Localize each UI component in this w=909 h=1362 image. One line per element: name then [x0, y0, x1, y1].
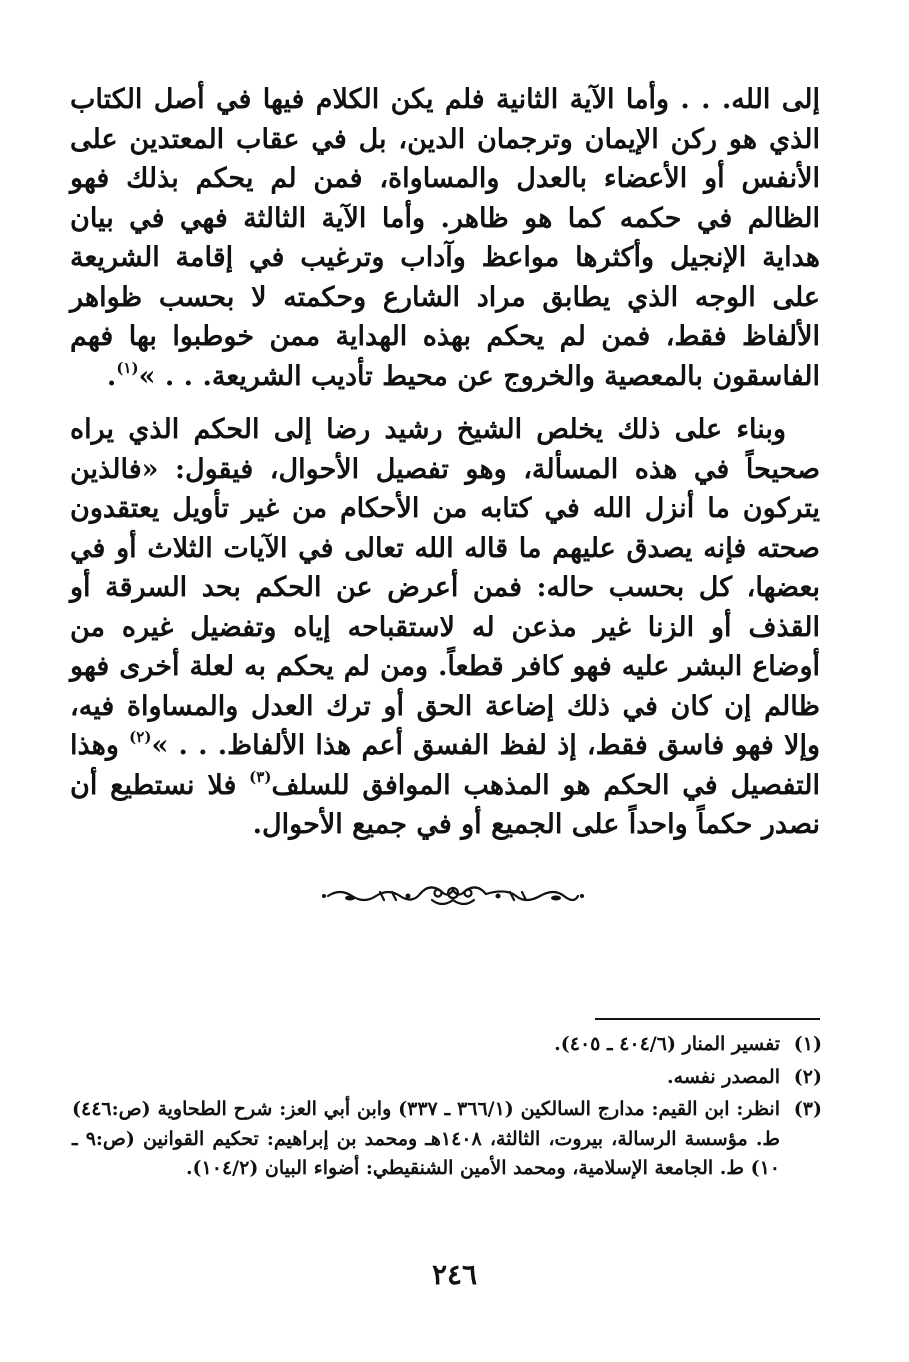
footnotes [72, 1030, 822, 1187]
footnote-text: تفسير المنار (٤٠٤/٦ ـ ٤٠٥). [554, 1033, 780, 1055]
footnote-separator [595, 1018, 820, 1020]
footnote-1 [72, 1030, 822, 1060]
main-text [70, 80, 820, 845]
page-number: ٢٤٦ [431, 1258, 478, 1291]
section-divider-ornament [320, 878, 586, 910]
paragraph-1 [70, 80, 820, 396]
paragraph-2 [70, 410, 820, 845]
paragraph-2-part-2: وهذا التفصيل في الحكم هو المذهب الموافق للسلف [70, 730, 820, 801]
footnote-number: (٣) [793, 1098, 822, 1120]
footnote-2 [72, 1063, 822, 1093]
footnote-text: انظر: ابن القيم: مدارج السالكين (٣٦٦/١ ـ ٣٣٧) وابن أبي العز: شرح الطحاوية (ص:٤٤٦) ط. مؤسسة الرسالة، بيروت، الثالثة، ١٤٠٨هـ ومحمد بن إبراهيم: تحكيم القوانين (ص:٩ ـ ١٠) ط. الجامعة الإسلامية، ومحمد الأمين الشنقيطي: أضواء البيان (١٠٤/٢). [72, 1098, 781, 1179]
paragraph-2-part-3: فلا نستطيع أن نصدر حكماً واحداً على الجميع أو في جميع الأحوال. [70, 769, 820, 840]
footnote-text: المصدر نفسه. [667, 1065, 780, 1088]
footnote-number: (١) [793, 1033, 822, 1055]
footnote-ref-2: (٢) [129, 728, 152, 746]
paragraph-1-end: . [106, 360, 117, 392]
footnote-ref-1: (١) [116, 358, 139, 377]
footnote-number: (٢) [793, 1065, 822, 1088]
footnote-3 [72, 1095, 822, 1184]
paragraph-2-part-1: وبناء على ذلك يخلص الشيخ رشيد رضا إلى الحكم الذي يراه صحيحاً في هذه المسألة، وهو تفصيل الأحوال، فيقول: «فالذين يتركون ما أنزل الله في كتابه من الأحكام من غير تأويل يعتقدون صحته فإنه يصدق عليهم ما قاله الله تعالى في الآيات الثلاث أو في بعضها، كل بحسب حاله: فمن أعرض عن الحكم بحد السرقة أو القذف أو الزنا غير مذعن له لاستقباحه إياه وتفضيل غيره من أوضاع البشر عليه فهو كافر قطعاً. ومن لم يحكم به لعلة أخرى فهو ظالم إن كان في ذلك إضاعة الحق أو ترك العدل والمساواة فيه، وإلا فهو فاسق فقط، إذ لفظ الفسق أعم هذا الألفاظ. . . » [70, 414, 820, 761]
paragraph-1-text: إلى الله. . . وأما الآية الثانية فلم يكن الكلام فيها في أصل الكتاب الذي هو ركن الإيمان وترجمان الدين، بل في عقاب المعتدين على الأنفس أو الأعضاء بالعدل والمساواة، فمن لم يحكم بذلك فهو الظالم في حكمه كما هو ظاهر. وأما الآية الثالثة فهي في بيان هداية الإنجيل وأكثرها مواعظ وآداب وترغيب في إقامة الشريعة على الوجه الذي يطابق مراد الشارع وحكمته لا بحسب ظواهر الألفاظ فقط، فمن لم يحكم بهذه الهداية ممن خوطبوا بها فهم الفاسقون بالمعصية والخروج عن محيط تأديب الشريعة. . . » [70, 84, 820, 392]
footnote-ref-3: (٣) [249, 767, 272, 786]
